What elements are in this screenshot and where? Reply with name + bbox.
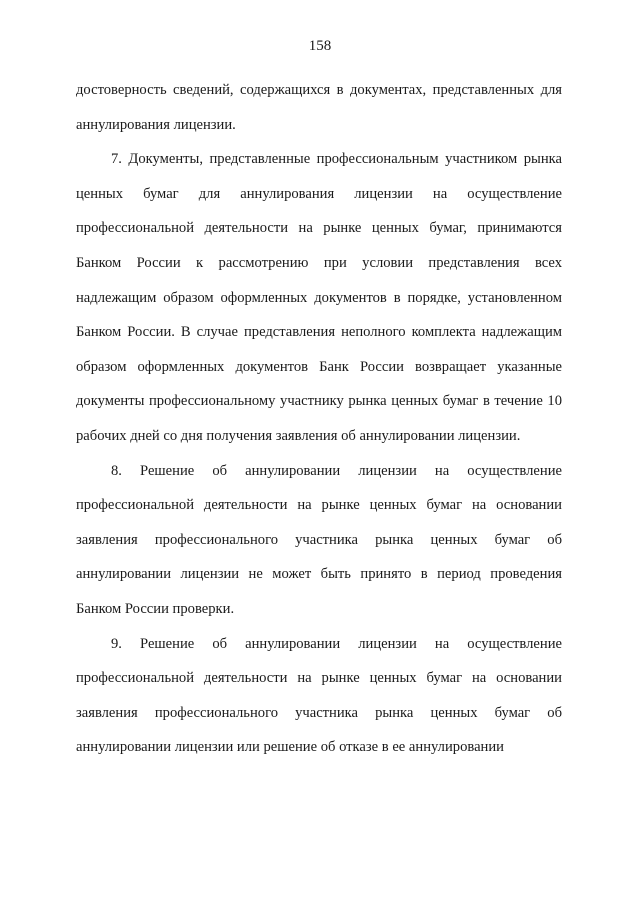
paragraph-continuation: достоверность сведений, содержащихся в документах, представленных для аннулирования лицензии. bbox=[76, 82, 562, 133]
paragraph-item-9: 9. Решение об аннулировании лицензии на осуществление профессиональной деятельности на рынке ценных бумаг на основании заявления профессионального участника рынка ценных бумаг об аннулировании лицензии или решение об отказе в ее аннулировании bbox=[76, 635, 562, 756]
page-number: 158 bbox=[308, 38, 332, 54]
paragraph-item-8: 8. Решение об аннулировании лицензии на осуществление профессиональной деятельности на рынке ценных бумаг на основании заявления профессионального участника рынка ценных бумаг об аннулировании лицензии не может быть принято в период проведения Банком России проверки. bbox=[76, 462, 562, 617]
paragraph-item-7: 7. Документы, представленные профессиональным участником рынка ценных бумаг для аннулирования лицензии на осуществление профессиональной деятельности на рынке ценных бумаг, принимаются Банком России к рассмотрению при условии представления всех надлежащим образом оформленных документов в порядке, установленном Банком России. В случае представления неполного комплекта надлежащим образом оформленных документов Банк России возвращает указанные документы профессиональному участнику рынка ценных бумаг в течение 10 рабочих дней со дня получения заявления об аннулировании лицензии. bbox=[76, 151, 562, 444]
document-body bbox=[76, 73, 562, 765]
